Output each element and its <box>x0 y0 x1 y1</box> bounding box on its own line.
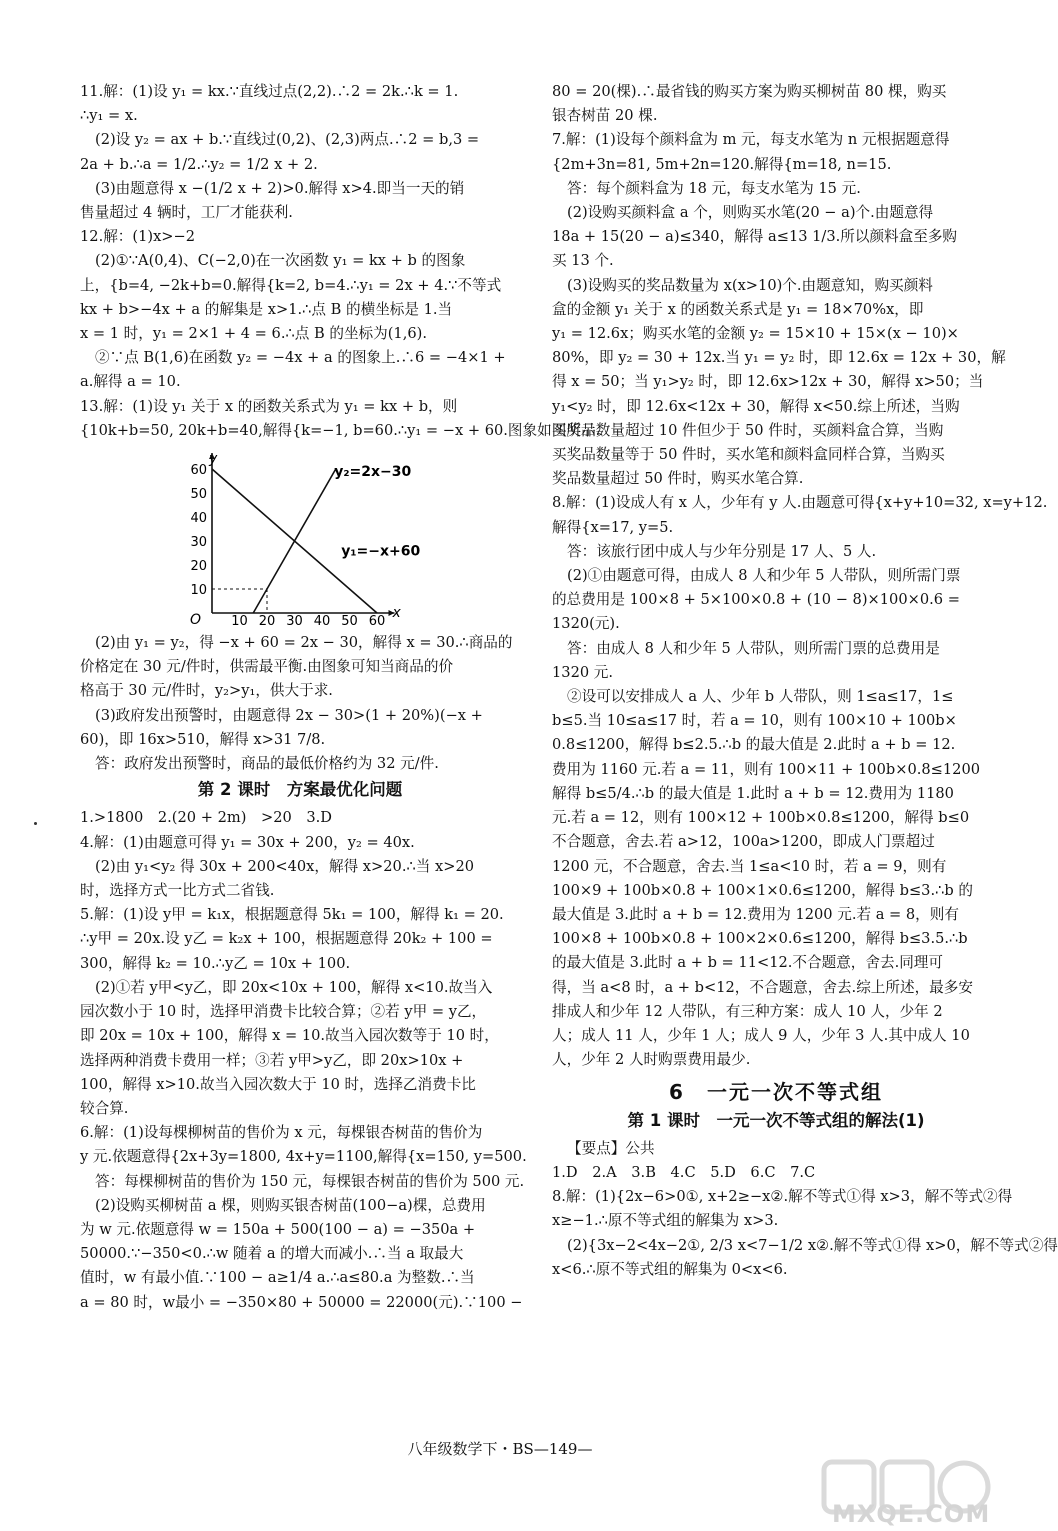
text-line: 1.>1800 2.(20 + 2m) >20 3.D <box>80 809 333 827</box>
text-line: 为 w 元.依题意得 w = 150a + 500(100 − a) = −350a + <box>80 1220 476 1238</box>
text-line: 6.解：(1)设每棵柳树苗的售价为 x 元，每棵银杏树苗的售价为 <box>80 1124 483 1142</box>
text-line: 1320 元. <box>552 663 614 681</box>
text-line: 答：该旅行团中成人与少年分别是 17 人、5 人. <box>567 542 877 560</box>
x-tick-label: 40 <box>313 614 331 630</box>
y-tick-label: 60 <box>190 463 207 479</box>
y-axis-label: y <box>209 451 218 468</box>
stray-dot <box>34 822 37 825</box>
text-line: {10k+b=50, 20k+b=40,解得{k=−1, b=60.∴y₁ = −x + 60.图象如图所示. <box>80 421 601 439</box>
text-line: 上，{b=4, −2k+b=0.解得{k=2, b=4.∴y₁ = 2x + 4.∵不等式 <box>80 276 502 294</box>
text-line: 银杏树苗 20 棵. <box>552 107 658 125</box>
y-tick-label: 20 <box>190 559 207 575</box>
section-title: 第 1 课时 一元一次不等式组的解法(1) <box>627 1110 925 1130</box>
text-line: 100×9 + 100b×0.8 + 100×1×0.6≤1200，解得 b≤3.∴b 的 <box>552 881 973 899</box>
text-line: 格高于 30 元/件时，y₂>y₁，供大于求. <box>80 682 333 700</box>
chapter-title: 6 一元一次不等式组 <box>669 1080 883 1105</box>
text-line: 费用为 1160 元.若 a = 11，则有 100×11 + 100b×0.8≤1200 <box>552 760 981 778</box>
text-line: 【要点】公共 <box>567 1139 655 1157</box>
text-line: 盒的金额 y₁ 关于 x 的函数关系式是 y₁ = 18×70%x，即 <box>552 300 924 318</box>
text-line: 不合题意，舍去.若 a>12，100a>1200，即成人门票超过 <box>552 833 935 851</box>
text-line: 解得 b≤5/4.∴b 的最大值是 1.此时 a + b = 12.费用为 1180 <box>552 784 954 802</box>
graph-svg <box>180 449 480 630</box>
text-line: (2)①∵A(0,4)、C(−2,0)在一次函数 y₁ = kx + b 的图象 <box>95 252 466 270</box>
text-line: 售量超过 4 辆时，工厂才能获利. <box>80 204 293 222</box>
text-line: (2)①由题意可得，由成人 8 人和少年 5 人带队，则所需门票 <box>567 567 961 585</box>
x-tick-label: 30 <box>286 614 303 630</box>
text-line: 的最大值是 3.此时 a + b = 11<12.不合题意，舍去.同理可 <box>552 954 943 972</box>
text-line: 人；成人 11 人，少年 1 人；成人 9 人，少年 3 人.其中成人 10 <box>552 1026 970 1044</box>
text-line: 0.8≤1200，解得 b≤2.5.∴b 的最大值是 2.此时 a + b = 12. <box>552 736 956 754</box>
text-line: {2m+3n=81, 5m+2n=120.解得{m=18, n=15. <box>552 155 892 173</box>
text-line: 值时，w 有最小值.∵100 − a≥1/4 a.∴a≤80.a 为整数.∴当 <box>80 1269 475 1287</box>
section-title: 第 2 课时 方案最优化问题 <box>197 780 403 800</box>
text-line: y 元.依题意得{2x+3y=1800, 4x+y=1100,解得{x=150, y=500. <box>80 1148 527 1166</box>
x-tick-label: 60 <box>368 614 386 630</box>
y-tick-label: 30 <box>190 535 207 551</box>
text-line: 时，选择方式一比方式二省钱. <box>80 882 275 900</box>
text-line: 买 13 个. <box>552 252 614 270</box>
text-line: 80%，即 y₂ = 30 + 12x.当 y₁ = y₂ 时，即 12.6x = 12x + 30，解 <box>552 349 1006 367</box>
text-line: 80 = 20(棵).∴最省钱的购买方案为购买柳树苗 80 棵，购买 <box>552 83 947 100</box>
text-line: 答：政府发出预警时，商品的最低价格约为 32 元/件. <box>95 755 439 773</box>
text-line: 较合算. <box>80 1099 129 1117</box>
text-line: 50000.∵−350<0.∴w 随着 a 的增大而减小.∴当 a 取最大 <box>80 1245 464 1263</box>
text-line: 奖品数量超过 50 件时，购买水笔合算. <box>552 470 804 488</box>
text-line: 100×8 + 100b×0.8 + 100×2×0.6≤1200，解得 b≤3.5.∴b <box>552 930 968 948</box>
series-label-1: y₁=−x+60 <box>341 543 421 560</box>
text-line: 4.解：(1)由题意可得 y₁ = 30x + 200，y₂ = 40x. <box>80 833 415 851</box>
text-line: 得 x = 50；当 y₁>y₂ 时，即 12.6x>12x + 30，解得 x>50；当 <box>552 373 984 391</box>
text-line: (2)设购买颜料盒 a 个，则购买水笔(20 − a)个.由题意得 <box>567 204 934 222</box>
text-line: b≤5.当 10≤a≤17 时，若 a = 10，则有 100×10 + 100b× <box>552 712 957 730</box>
right-text-block-1 <box>552 80 1048 1072</box>
text-line: ∴y₁ = x. <box>80 107 138 125</box>
text-line: 300，解得 k₂ = 10.∴y乙 = 10x + 100. <box>80 954 351 972</box>
function-graph <box>80 449 520 630</box>
text-line: (3)由题意得 x −(1/2 x + 2)>0.解得 x>4.即当一天的销 <box>95 179 465 197</box>
text-line: 解得{x=17, y=5. <box>552 518 674 536</box>
watermark-url: MXQE.COM <box>832 1500 991 1528</box>
text-line: 元.若 a = 12，则有 100×12 + 100b×0.8≤1200，解得 b≤0 <box>552 809 970 827</box>
text-line: (2)①若 y甲<y乙，即 20x<10x + 100，解得 x<10.故当入 <box>95 978 493 996</box>
series-label-2: y₂=2x−30 <box>334 464 412 481</box>
text-line: 7.解：(1)设每个颜料盒为 m 元，每支水笔为 n 元根据题意得 <box>552 131 950 149</box>
x-axis-label: x <box>392 605 401 622</box>
text-line: 60)，即 16x>510，解得 x>31 7/8. <box>80 730 326 748</box>
text-line: 11.解：(1)设 y₁ = kx.∵直线过点(2,2).∴2 = 2k.∴k = 1. <box>80 83 459 100</box>
text-line: 12.解：(1)x>−2 <box>80 228 196 246</box>
text-line: ∴y甲 = 20x.设 y乙 = k₂x + 100，根据题意得 20k₂ + 100 = <box>80 930 493 948</box>
text-line: 答：每棵柳树苗的售价为 150 元，每棵银杏树苗的售价为 500 元. <box>95 1172 525 1190</box>
text-line: 答：每个颜料盒为 18 元，每支水笔为 15 元. <box>567 179 861 197</box>
text-line: x<6.∴原不等式组的解集为 0<x<6. <box>552 1260 788 1278</box>
text-line: 1320(元). <box>552 615 620 633</box>
text-line: (2)设购买柳树苗 a 棵，则购买银杏树苗(100−a)棵，总费用 <box>95 1196 486 1214</box>
text-line: 13.解：(1)设 y₁ 关于 x 的函数关系式为 y₁ = kx + b，则 <box>80 397 458 415</box>
text-line: y₁ = 12.6x；购买水笔的金额 y₂ = 15×10 + 15×(x − 10)× <box>552 325 959 343</box>
text-line: a = 80 时，w最小 = −350×80 + 50000 = 22000(元).∵100 − <box>80 1293 523 1311</box>
text-line: 2a + b.∴a = 1/2.∴y₂ = 1/2 x + 2. <box>80 155 318 173</box>
text-line: 得，当 a<8 时，a + b<12，不合题意，舍去.综上所述，最多安 <box>552 978 973 996</box>
x-tick-label: 50 <box>341 614 358 630</box>
series-line-2 <box>253 469 336 613</box>
origin-label: O <box>190 612 202 629</box>
text-line: y₁<y₂ 时，即 12.6x<12x + 30，解得 x<50.综上所述，当购 <box>552 397 960 415</box>
left-text-block-3 <box>80 806 527 1314</box>
text-line: ②设可以安排成人 a 人、少年 b 人带队，则 1≤a≤17，1≤ <box>567 688 954 706</box>
text-line: 排成人和少年 12 人带队，有三种方案：成人 10 人，少年 2 <box>552 1002 943 1020</box>
text-line: 1.D 2.A 3.B 4.C 5.D 6.C 7.C <box>552 1163 816 1181</box>
text-line: 8.解：(1){2x−6>0①, x+2≥−x②.解不等式①得 x>3，解不等式②得 <box>552 1188 1013 1206</box>
text-line: 买奖品数量等于 50 件时，买水笔和颜料盒同样合算，当购买 <box>552 446 945 464</box>
text-line: 的总费用是 100×8 + 5×100×0.8 + (10 − 8)×100×0.6 = <box>552 591 960 609</box>
x-tick-label: 20 <box>258 614 276 630</box>
left-text-block-2 <box>80 631 520 776</box>
text-line: 18a + 15(20 − a)≤340，解得 a≤13 1/3.所以颜料盒至多购 <box>552 228 958 246</box>
text-line: 选择两种消费卡费用一样；③若 y甲>y乙，即 20x>10x + <box>80 1051 464 1069</box>
text-line: (2){3x−2<4x−2①, 2/3 x<7−1/2 x②.解不等式①得 x>0，解不等式②得 <box>567 1236 1058 1254</box>
text-line: (2)由 y₁<y₂ 得 30x + 200<40x，解得 x>20.∴当 x>20 <box>95 857 475 875</box>
text-line: a.解得 a = 10. <box>80 373 181 391</box>
text-line: (2)由 y₁ = y₂，得 −x + 60 = 2x − 30，解得 x = 30.∴商品的 <box>95 634 513 652</box>
text-line: ②∵点 B(1,6)在函数 y₂ = −4x + a 的图象上.∴6 = −4×1 + <box>95 349 506 367</box>
right-text-block-2 <box>552 1137 1058 1282</box>
page-footer: 八年级数学下・BS—149— <box>407 1440 593 1458</box>
y-tick-label: 10 <box>190 583 207 599</box>
text-line: (3)设购买的奖品数量为 x(x>10)个.由题意知，购买颜料 <box>567 276 933 294</box>
text-line: 100，解得 x>10.故当入园次数大于 10 时，选择乙消费卡比 <box>80 1075 476 1093</box>
text-line: 1200 元，不合题意，舍去.当 1≤a<10 时，若 a = 9，则有 <box>552 857 947 875</box>
text-line: 8.解：(1)设成人有 x 人，少年有 y 人.由题意可得{x+y+10=32, x=y+12. <box>552 494 1048 512</box>
text-line: x = 1 时，y₁ = 2×1 + 4 = 6.∴点 B 的坐标为(1,6). <box>80 325 427 343</box>
text-line: (3)政府发出预警时，由题意得 2x − 30>(1 + 20%)(−x + <box>95 706 483 724</box>
y-tick-label: 50 <box>190 487 207 503</box>
text-line: 买奖品数量超过 10 件但少于 50 件时，买颜料盒合算，当购 <box>552 421 944 439</box>
text-line: 园次数小于 10 时，选择甲消费卡比较合算；②若 y甲 = y乙， <box>80 1003 487 1021</box>
text-line: x≥−1.∴原不等式组的解集为 x>3. <box>552 1212 779 1230</box>
text-line: 答：由成人 8 人和少年 5 人带队，则所需门票的总费用是 <box>567 639 940 657</box>
y-tick-label: 40 <box>190 511 207 527</box>
right-column <box>552 80 1058 1282</box>
text-line: 最大值是 3.此时 a + b = 12.费用为 1200 元.若 a = 8，则有 <box>552 905 959 923</box>
text-line: 价格定在 30 元/件时，供需最平衡.由图象可知当商品的价 <box>80 658 454 676</box>
text-line: (2)设 y₂ = ax + b.∵直线过(0,2)、(2,3)两点.∴2 = b,3 = <box>95 131 480 149</box>
text-line: 即 20x = 10x + 100，解得 x = 10.故当入园次数等于 10 时， <box>80 1027 499 1045</box>
text-line: 5.解：(1)设 y甲 = k₁x，根据题意得 5k₁ = 100，解得 k₁ = 20. <box>80 906 504 924</box>
text-line: 人，少年 2 人时购票费用最少. <box>552 1051 751 1069</box>
x-tick-label: 10 <box>231 614 248 630</box>
text-line: kx + b>−4x + a 的解集是 x>1.∴点 B 的横坐标是 1.当 <box>80 300 453 318</box>
